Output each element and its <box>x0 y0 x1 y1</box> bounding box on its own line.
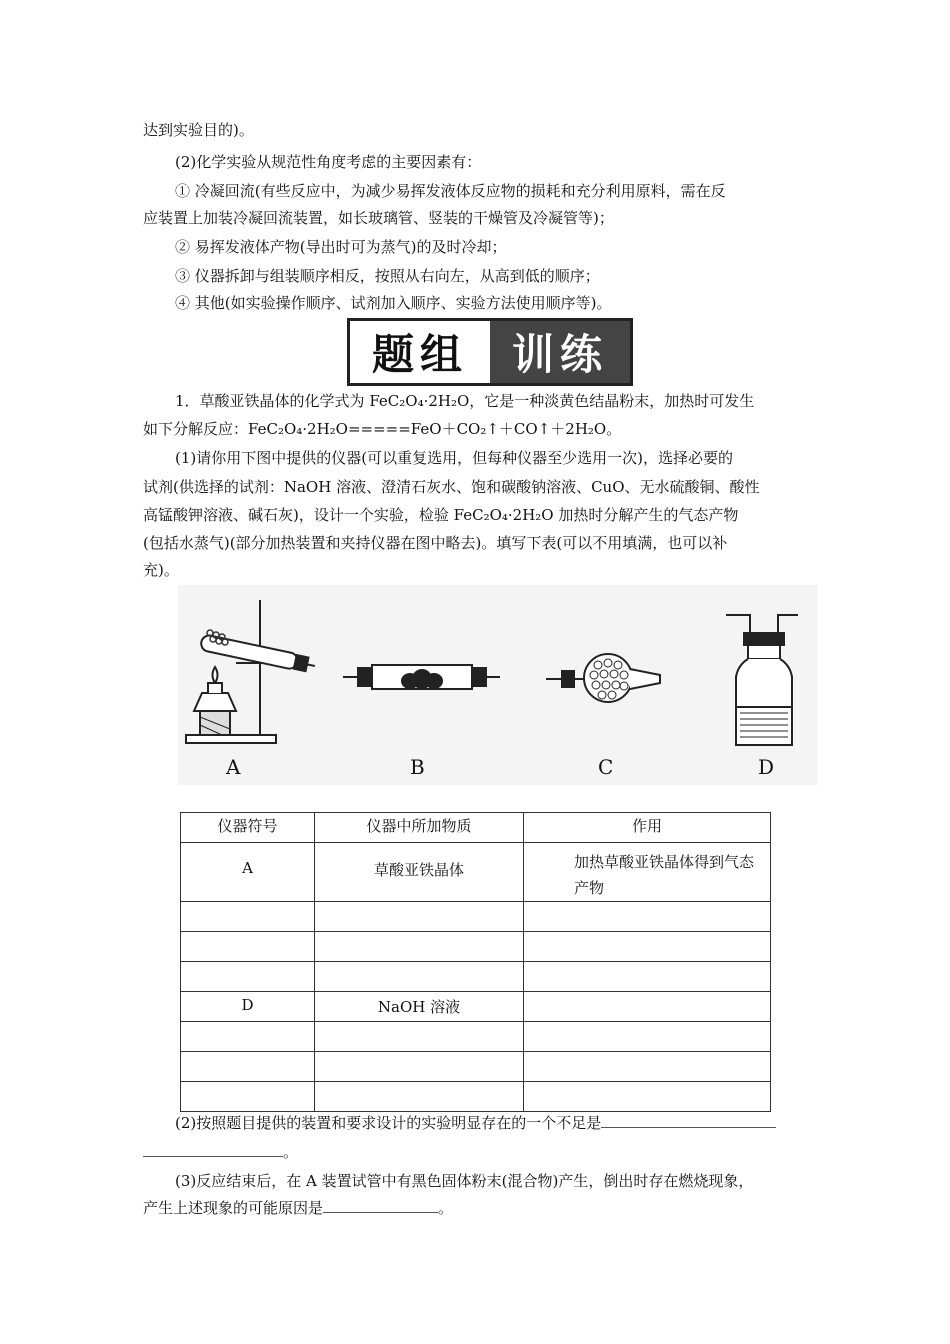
answer-blank[interactable] <box>143 1140 283 1157</box>
table-row <box>181 902 771 932</box>
banner-left: 题组 <box>350 321 490 383</box>
question-2-text: (2)按照题目提供的装置和要求设计的实验明显存在的一个不足是 <box>175 1114 602 1132</box>
table-cell[interactable]: NaOH 溶液 <box>315 992 524 1022</box>
table-row <box>181 992 771 1022</box>
table-row <box>181 1022 771 1052</box>
answer-blank[interactable] <box>323 1196 438 1213</box>
table-cell[interactable] <box>524 902 771 932</box>
apparatus-b <box>343 665 500 689</box>
question-line: 高锰酸钾溶液、碱石灰)，设计一个实验，检验 FeC₂O₄·2H₂O 加热时分解产生的气态产物 <box>143 506 739 524</box>
apparatus-drawing <box>178 585 818 785</box>
apparatus-d <box>726 615 798 745</box>
paragraph-line: 应装置上加装冷凝回流装置，如长玻璃管、竖装的干燥管及冷凝管等)； <box>143 209 614 227</box>
question-line: (1)请你用下图中提供的仪器(可以重复选用，但每种仪器至少选用一次)，选择必要的 <box>175 449 733 467</box>
table-cell[interactable] <box>524 1052 771 1082</box>
table-cell[interactable]: 草酸亚铁晶体 <box>315 843 524 902</box>
apparatus-c <box>546 654 660 702</box>
table-header-row <box>181 813 771 843</box>
table-cell[interactable] <box>181 1082 315 1112</box>
table-cell[interactable] <box>181 1052 315 1082</box>
paragraph-line: 达到实验目的)。 <box>143 121 254 139</box>
question-3-end: 。 <box>438 1199 454 1217</box>
question-line: 如下分解反应：FeC₂O₄·2H₂O=====FeO＋CO₂↑＋CO↑＋2H₂O。 <box>143 420 622 438</box>
question-line <box>143 1140 298 1163</box>
table-row <box>181 932 771 962</box>
paragraph-line: (2)化学实验从规范性角度考虑的主要因素有： <box>175 153 482 171</box>
table-row <box>181 843 771 902</box>
section-banner <box>347 318 633 386</box>
table-cell[interactable] <box>315 902 524 932</box>
table-cell[interactable] <box>181 1022 315 1052</box>
table-cell[interactable] <box>181 932 315 962</box>
question-line: 试剂(供选择的试剂：NaOH 溶液、澄清石灰水、饱和碳酸钠溶液、CuO、无水硫酸铜、酸性 <box>143 478 760 496</box>
paragraph-line: ③ 仪器拆卸与组装顺序相反，按照从右向左，从高到低的顺序； <box>175 267 600 285</box>
question-line <box>175 1111 776 1134</box>
banner-right: 训练 <box>490 321 630 383</box>
question-3-text: 产生上述现象的可能原因是 <box>143 1199 324 1217</box>
table-row <box>181 962 771 992</box>
figure-label-a: A <box>226 755 241 779</box>
figure-label-d: D <box>758 755 775 779</box>
table-cell[interactable] <box>315 1082 524 1112</box>
table-cell[interactable] <box>181 962 315 992</box>
table-cell[interactable]: A <box>181 843 315 902</box>
table-cell[interactable] <box>315 1052 524 1082</box>
figure-label-c: C <box>598 755 614 779</box>
table-row <box>181 1082 771 1112</box>
question-line: (包括水蒸气)(部分加热装置和夹持仪器在图中略去)。填写下表(可以不用填满，也可以补 <box>143 534 728 552</box>
table-cell[interactable] <box>181 902 315 932</box>
table-cell[interactable]: 加热草酸亚铁晶体得到气态产物 <box>524 843 771 902</box>
header-cell: 仪器中所加物质 <box>315 813 524 843</box>
question-line: 充)。 <box>143 561 179 579</box>
answer-blank[interactable] <box>601 1111 776 1128</box>
table-cell[interactable] <box>315 932 524 962</box>
question-2-end: 。 <box>283 1143 299 1161</box>
paragraph-line: ① 冷凝回流(有些反应中，为减少易挥发液体反应物的损耗和充分利用原料，需在反 <box>175 182 726 200</box>
paragraph-line: ② 易挥发液体产物(导出时可为蒸气)的及时冷却； <box>175 238 507 256</box>
header-cell: 仪器符号 <box>181 813 315 843</box>
table-cell[interactable] <box>524 992 771 1022</box>
apparatus-figure <box>178 585 818 785</box>
table-cell[interactable]: D <box>181 992 315 1022</box>
paragraph-line: ④ 其他(如实验操作顺序、试剂加入顺序、实验方法使用顺序等)。 <box>175 294 612 312</box>
table-cell[interactable] <box>315 962 524 992</box>
answer-table <box>180 812 771 1112</box>
table-cell[interactable] <box>524 1022 771 1052</box>
table-cell[interactable] <box>524 1082 771 1112</box>
table-cell[interactable] <box>524 962 771 992</box>
question-line: (3)反应结束后，在 A 装置试管中有黑色固体粉末(混合物)产生，倒出时存在燃烧现象， <box>175 1172 754 1190</box>
table-row <box>181 1052 771 1082</box>
table-cell[interactable] <box>315 1022 524 1052</box>
header-cell: 作用 <box>524 813 771 843</box>
question-line <box>143 1196 453 1219</box>
question-line: 1．草酸亚铁晶体的化学式为 FeC₂O₄·2H₂O，它是一种淡黄色结晶粉末，加热时可发生 <box>175 392 755 410</box>
apparatus-a <box>186 600 317 743</box>
table-cell[interactable] <box>524 932 771 962</box>
figure-label-b: B <box>410 755 425 779</box>
